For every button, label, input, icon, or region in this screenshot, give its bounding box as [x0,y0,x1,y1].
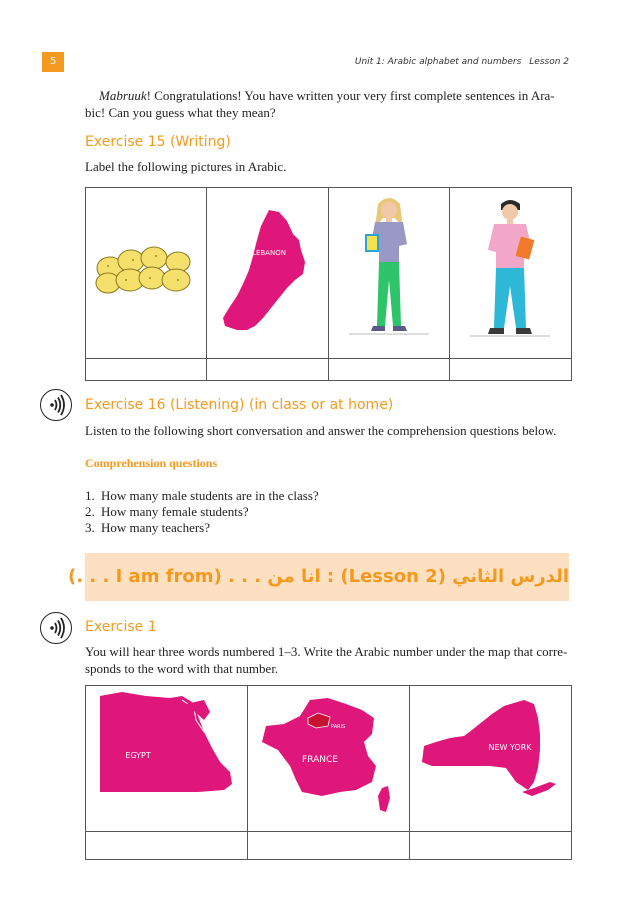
lebanon-map-icon [207,188,328,353]
map-cell-new-york [410,686,572,832]
exercise-16-instruction: Listen to the following short conversation and answer the comprehension questions below. [85,423,557,438]
lesson-banner [68,553,569,601]
comprehension-title: Comprehension questions [85,456,218,470]
answer-cell[interactable] [86,832,248,860]
exercise-15-table [85,187,572,381]
intro-emphasis: Mabruuk [99,88,147,103]
france-label: FRANCE [302,755,338,765]
page-number: 5 [42,52,64,72]
potatoes-icon [86,188,206,353]
picture-cell-female-student [329,188,450,359]
running-header [355,57,569,67]
exercise-1-table [85,685,572,860]
question-item: 3. How many teachers? [85,520,211,535]
male-student-icon [450,188,571,353]
exercise-1-title: Exercise 1 [85,619,157,635]
map-cell-france [248,686,410,832]
exercise-15-instruction: Label the following pictures in Arabic. [85,159,287,174]
question-item: 2. How many female students? [85,504,249,519]
picture-cell-potatoes [86,188,207,359]
picture-cell-lebanon [207,188,329,359]
exercise-16-title: Exercise 16 (Listening) (in class or at home) [85,397,394,413]
question-list [85,488,319,536]
intro-paragraph [85,87,575,121]
answer-cell[interactable] [248,832,410,860]
question-item: 1. How many male students are in the class? [85,488,319,503]
egypt-map-icon [86,686,247,826]
speaker-icon[interactable] [40,612,72,644]
lesson-banner-title: الدرس الثاني (Lesson 2) : انا من . . . (I am from . . .) [68,566,569,587]
picture-cell-male-student [450,188,572,359]
egypt-label: EGYPT [125,751,151,760]
intro-line2: bic! Can you guess what they mean? [85,105,276,120]
answer-cell[interactable] [207,359,329,381]
lebanon-label: LEBANON [252,249,286,257]
intro-line1: ! Congratulations! You have written your very first complete sentences in Ara- [146,88,555,103]
speaker-icon[interactable] [40,389,72,421]
answer-cell[interactable] [329,359,450,381]
exercise-15-title: Exercise 15 (Writing) [85,134,231,150]
exercise-1-instruction: You will hear three words numbered 1–3. Write the Arabic number under the map that corre- sponds to the word with that number. [85,644,568,676]
female-student-icon [329,188,449,353]
map-cell-egypt [86,686,248,832]
new-york-label: NEW YORK [488,743,532,752]
france-map-icon [248,686,409,826]
answer-cell[interactable] [450,359,572,381]
answer-cell[interactable] [86,359,207,381]
running-title: Unit 1: Arabic alphabet and numbers [354,57,522,67]
running-lesson: Lesson 2 [529,57,569,67]
answer-cell[interactable] [410,832,572,860]
new-york-map-icon [410,686,571,826]
paris-label: PARIS [331,724,346,730]
